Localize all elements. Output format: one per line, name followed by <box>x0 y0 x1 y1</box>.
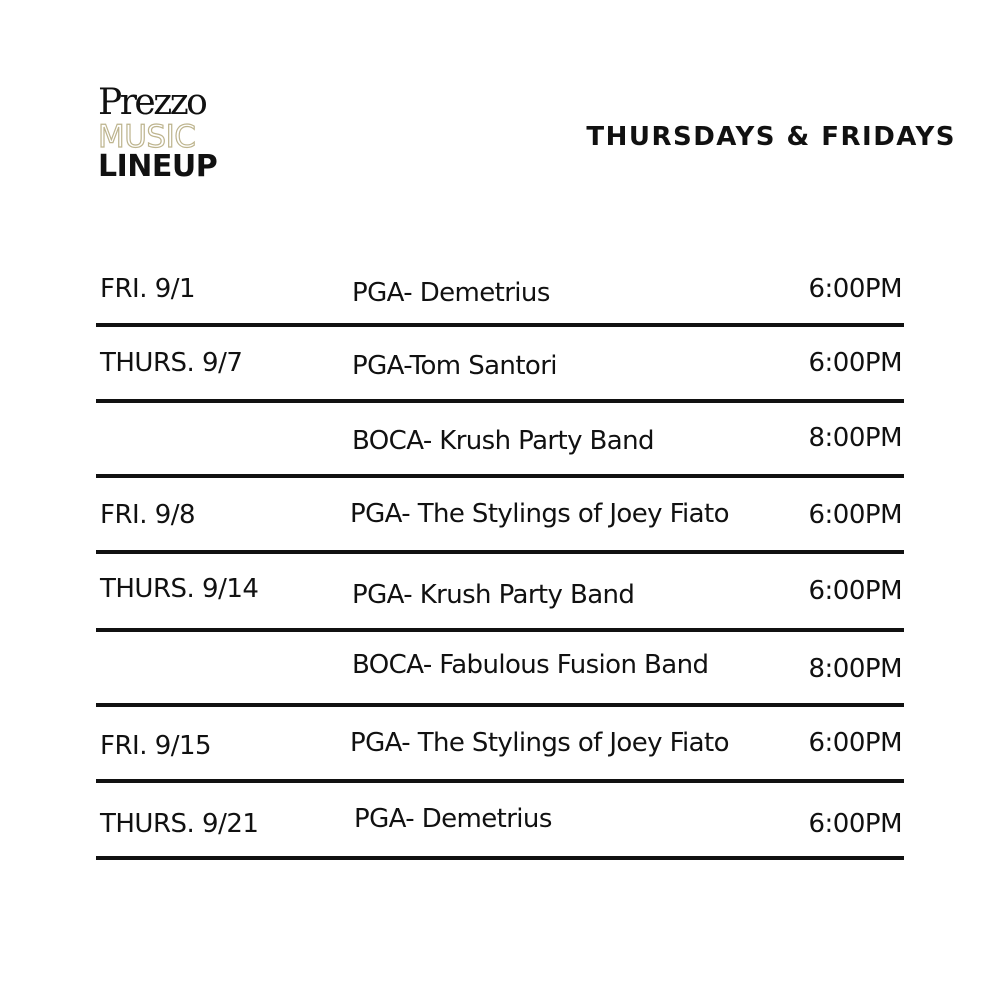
logo-music-text: MUSIC <box>98 119 196 155</box>
table-row <box>96 250 904 327</box>
row-event: PGA-Tom Santori <box>352 351 557 381</box>
row-time: 6:00PM <box>808 728 902 758</box>
table-row <box>96 403 904 479</box>
row-time: 6:00PM <box>808 575 902 606</box>
table-row <box>96 327 904 403</box>
row-event: PGA- Demetrius <box>352 278 550 308</box>
table-row <box>96 783 904 860</box>
row-time: 6:00PM <box>808 808 902 839</box>
prezzo-logo <box>98 84 228 182</box>
row-event: BOCA- Fabulous Fusion Band <box>352 649 709 680</box>
table-row <box>96 554 904 632</box>
logo-brand-text: Prezzo <box>98 82 206 123</box>
row-event: PGA- The Stylings of Joey Fiato <box>350 499 729 529</box>
schedule-subtitle: THURSDAYS & FRIDAYS <box>586 122 956 152</box>
row-event: PGA- Demetrius <box>354 803 552 834</box>
row-time: 8:00PM <box>808 422 902 453</box>
row-date: FRI. 9/15 <box>100 731 212 761</box>
table-row <box>96 478 904 554</box>
row-event: PGA- The Stylings of Joey Fiato <box>350 728 729 758</box>
logo-lineup-text: LINEUP <box>98 149 218 184</box>
row-time: 6:00PM <box>808 348 902 378</box>
row-time: 8:00PM <box>808 653 902 684</box>
table-row <box>96 707 904 783</box>
row-event: BOCA- Krush Party Band <box>352 425 654 456</box>
row-date: FRI. 9/1 <box>100 274 196 304</box>
row-date: THURS. 9/14 <box>100 573 259 604</box>
row-date: THURS. 9/21 <box>100 808 259 839</box>
table-row <box>96 632 904 708</box>
row-date: THURS. 9/7 <box>100 348 243 378</box>
row-time: 6:00PM <box>808 500 902 530</box>
row-date: FRI. 9/8 <box>100 500 196 530</box>
row-time: 6:00PM <box>808 274 902 304</box>
row-event: PGA- Krush Party Band <box>352 579 635 610</box>
lineup-table <box>96 250 904 860</box>
